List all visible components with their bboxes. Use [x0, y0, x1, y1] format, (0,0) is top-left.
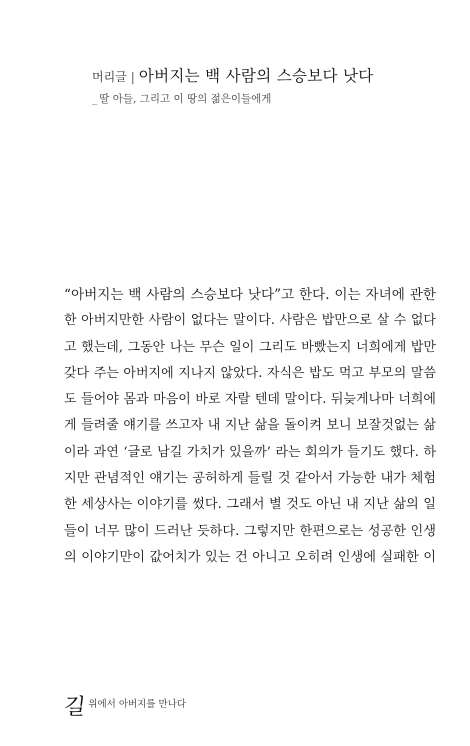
body-line: 의 이야기만이 값어치가 있는 건 아니고 오히려 인생에 실패한 이	[64, 549, 436, 565]
body-line: 들이 너무 많이 드러난 듯하다. 그렇지만 한편으로는 성공한 인생	[64, 523, 436, 539]
body-line: “아버지는 백 사람의 스승보다 낫다”고 한다. 이는 자녀에 관한	[64, 287, 436, 303]
body-paragraph	[64, 282, 436, 571]
body-line: 고 했는데, 그동안 나는 무슨 일이 그리도 바빴는지 너희에게 밥만	[64, 339, 436, 355]
subtitle-dash: _	[92, 93, 98, 105]
chapter-title: 아버지는 백 사람의 스승보다 낫다	[138, 67, 374, 85]
running-title: 위에서 아버지를 만나다	[88, 699, 187, 710]
subtitle-text: 딸 아들, 그리고 이 땅의 젊은이들에게	[99, 93, 272, 105]
chapter-heading	[92, 66, 452, 87]
chapter-header	[92, 66, 452, 106]
body-line: 이라 과연 ‘글로 남길 가치가 있을까’ 라는 회의가 들기도 했다. 하	[64, 444, 436, 460]
book-logo: 길	[62, 695, 87, 720]
chapter-separator: |	[130, 70, 135, 84]
body-line: 게 들려줄 얘기를 쓰고자 내 지난 삶을 돌이켜 보니 보잘것없는 삶	[64, 418, 436, 434]
chapter-subtitle	[92, 91, 452, 106]
body-line: 한 세상사는 이야기를 썼다. 그래서 별 것도 아닌 내 지난 삶의 일	[64, 497, 436, 513]
page-footer	[64, 690, 186, 720]
body-line: 한 아버지만한 사람이 없다는 말이다. 사람은 밥만으로 살 수 없다	[64, 313, 436, 329]
chapter-label: 머리글	[92, 70, 127, 84]
body-line: 지만 관념적인 얘기는 공허하게 들릴 것 같아서 가능한 내가 체험	[64, 471, 436, 487]
body-line: 갖다 주는 아버지에 지나지 않았다. 자식은 밥도 먹고 부모의 말씀	[64, 365, 436, 381]
body-line: 도 들어야 몸과 마음이 바로 자랄 텐데 말이다. 뒤늦게나마 너희에	[64, 392, 436, 408]
